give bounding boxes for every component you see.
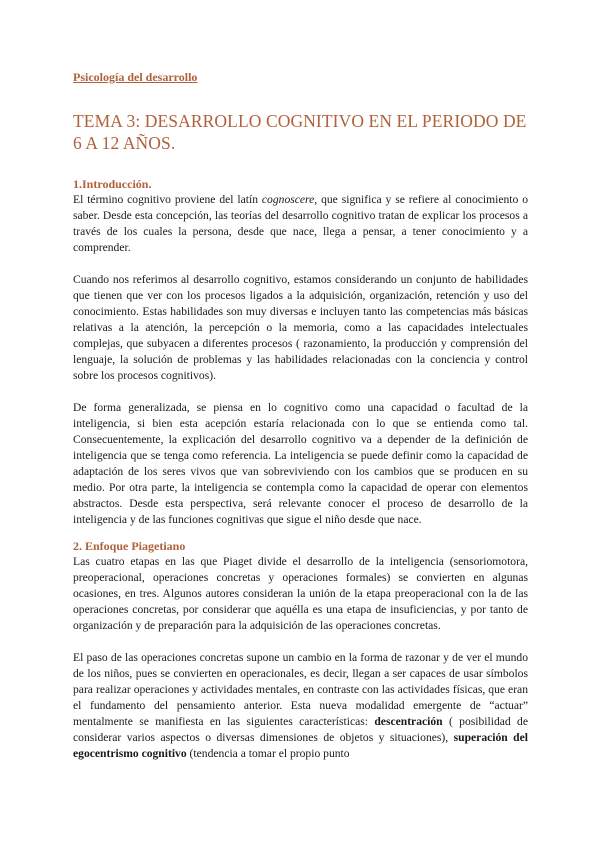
intro-paragraph-2: Cuando nos referimos al desarrollo cognitivo, estamos considerando un conjunto de habilidades que tienen que ver con los procesos ligados a la adquisición, organización, retención y uso del conocimiento. Estas habilidades son muy diversas e incluyen tanto las competencias más básicas relativas a la atención, la percepción o la memoria, como a las capacidades intelectuales complejas, que subyacen a diferentes procesos ( razonamiento, la producción y comprensión del lenguaje, la solución de problemas y las habilidades relacionadas con la conciencia y control sobre los procesos cognitivos). [73,273,528,382]
section-heading-piagetian: 2. Enfoque Piagetiano [73,539,186,553]
piaget-paragraph-1: Las cuatro etapas en las que Piaget divide el desarrollo de la inteligencia (sensoriomotora, preoperacional, operaciones concretas y operaciones formales) se convierten en algunas ocasiones, en tres. Algunos autores consideran la unión de la etapa preoperacional con la de las operaciones concretas, por considerar que aquélla es una etapa de insuficiencias, y por tanto de organización y de preparación para la adquisición de las operaciones concretas. [73,555,528,632]
intro-paragraph-1: El término cognitivo proviene del latín cognoscere, que significa y se refiere al conocimiento o saber. Desde esta concepción, las teorías del desarrollo cognitivo tratan de explicar los procesos a través de los cuales la persona, desde que nace, llega a pensar, a tener conocimiento y a comprender. [73,193,529,254]
document-title: TEMA 3: DESARROLLO COGNITIVO EN EL PERIODO DE 6 A 12 AÑOS. [73,111,527,153]
latin-term: cognoscere, [261,193,318,206]
term-descentracion: descentración [374,715,443,728]
term-superacion-egocentrismo: superación del egocentrismo cognitivo [73,731,528,760]
subject-link[interactable]: Psicología del desarrollo [73,70,198,84]
intro-paragraph-3: De forma generalizada, se piensa en lo cognitivo como una capacidad o facultad de la inteligencia, si bien esta acepción estaría relacionada con lo que se entienda como tal. Consecuentemente, la explicación del desarrollo cognitivo va a depender de la definición de inteligencia que se tenga como referencia. La inteligencia se puede definir como la capacidad de adaptación de los seres vivos que van sobreviviendo con los cambios que se producen en su medio. Por otra parte, la inteligencia se contempla como la capacidad de operar con elementos abstractos. Desde esta perspectiva, será relevante conocer el proceso de desarrollo de la inteligencia y de las funciones cognitivas que sigue el niño desde que nace. [73,401,528,526]
section-heading-introduction: 1.Introducción. [73,177,152,191]
piaget-paragraph-2: El paso de las operaciones concretas supone un cambio en la forma de razonar y de ver el mundo de los niños, pues se convierten en operacionales, es decir, llegan a ser capaces de usar símbolos para realizar operaciones y actividades mentales, en contraste con las actividades físicas, que eran el fundamento del pensamiento anterior. Esta nueva modalidad emergente de “actuar” mentalmente se manifiesta en las siguientes características: descentración ( posibilidad de considerar varios aspectos o diversas dimensiones de objetos y situaciones), superación del egocentrismo cognitivo (tendencia a tomar el propio punto [73,651,528,760]
